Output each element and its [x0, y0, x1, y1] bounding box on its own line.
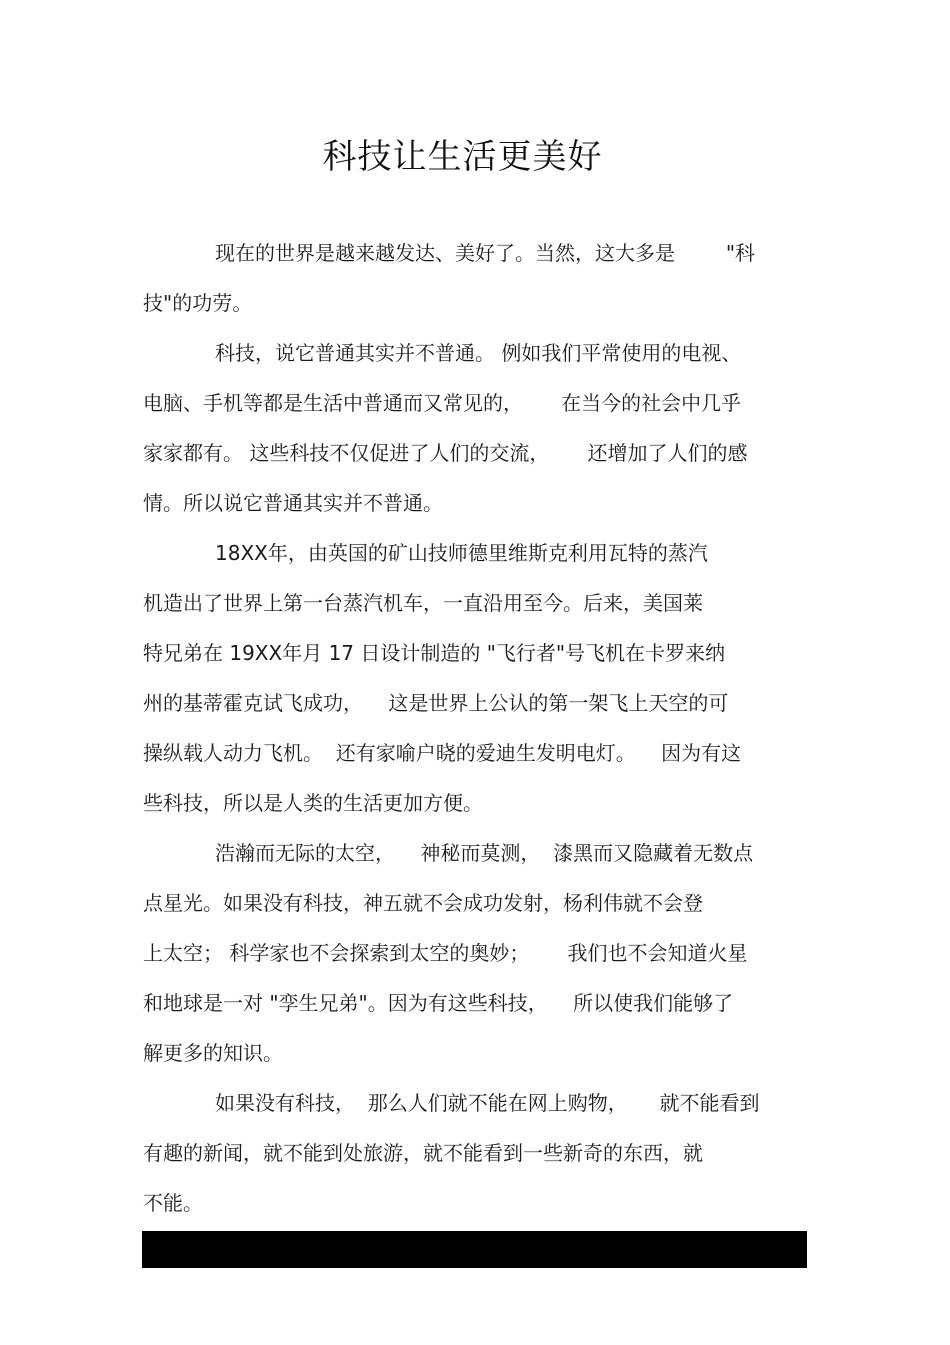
paragraph-4-line-5: 解更多的知识。	[143, 1041, 283, 1065]
paragraph-4-line-1: 浩瀚而无际的太空， 神秘而莫测， 漆黑而又隐藏着无数点	[215, 841, 754, 865]
paragraph-5-line-1: 如果没有科技， 那么人们就不能在网上购物， 就不能看到	[215, 1091, 760, 1115]
paragraph-4-line-2: 点星光。如果没有科技，神五就不会成功发射，杨利伟就不会登	[143, 891, 703, 915]
paragraph-2-line-2: 电脑、手机等都是生活中普通而又常见的， 在当今的社会中几乎	[143, 391, 742, 415]
redaction-bar	[142, 1231, 807, 1268]
paragraph-3-line-2: 机造出了世界上第一台蒸汽机车，一直沿用至今。后来，美国莱	[143, 591, 703, 615]
paragraph-1-line-2: 技"的功劳。	[143, 291, 253, 315]
paragraph-2-line-4: 情。所以说它普通其实并不普通。	[143, 491, 443, 515]
paragraph-2-line-3: 家家都有。 这些科技不仅促进了人们的交流， 还增加了人们的感	[143, 441, 748, 465]
paragraph-1-line-1: 现在的世界是越来越发达、美好了。当然，这大多是 "科	[215, 241, 756, 265]
paragraph-3-line-6: 些科技，所以是人类的生活更加方便。	[143, 791, 483, 815]
paragraph-5-line-2: 有趣的新闻，就不能到处旅游，就不能看到一些新奇的东西，就	[143, 1141, 703, 1165]
paragraph-2-line-1: 科技，说它普通其实并不普通。 例如我们平常使用的电视、	[215, 341, 742, 365]
paragraph-4-line-4: 和地球是一对 "孪生兄弟"。因为有这些科技， 所以使我们能够了	[143, 991, 734, 1015]
paragraph-5-line-3: 不能。	[143, 1191, 203, 1215]
document-title: 科技让生活更美好	[322, 137, 603, 177]
document-body	[143, 228, 808, 1228]
paragraph-3-line-3: 特兄弟在 19XX年月 17 日设计制造的 "飞行者"号飞机在卡罗来纳	[143, 641, 726, 665]
paragraph-4-line-3: 上太空； 科学家也不会探索到太空的奥妙； 我们也不会知道火星	[143, 941, 748, 965]
paragraph-3-line-5: 操纵载人动力飞机。 还有家喻户晓的爱迪生发明电灯。 因为有这	[143, 741, 742, 765]
paragraph-3-line-4: 州的基蒂霍克试飞成功， 这是世界上公认的第一架飞上天空的可	[143, 691, 729, 715]
paragraph-3-line-1: 18XX年，由英国的矿山技师德里维斯克利用瓦特的蒸汽	[215, 541, 708, 565]
